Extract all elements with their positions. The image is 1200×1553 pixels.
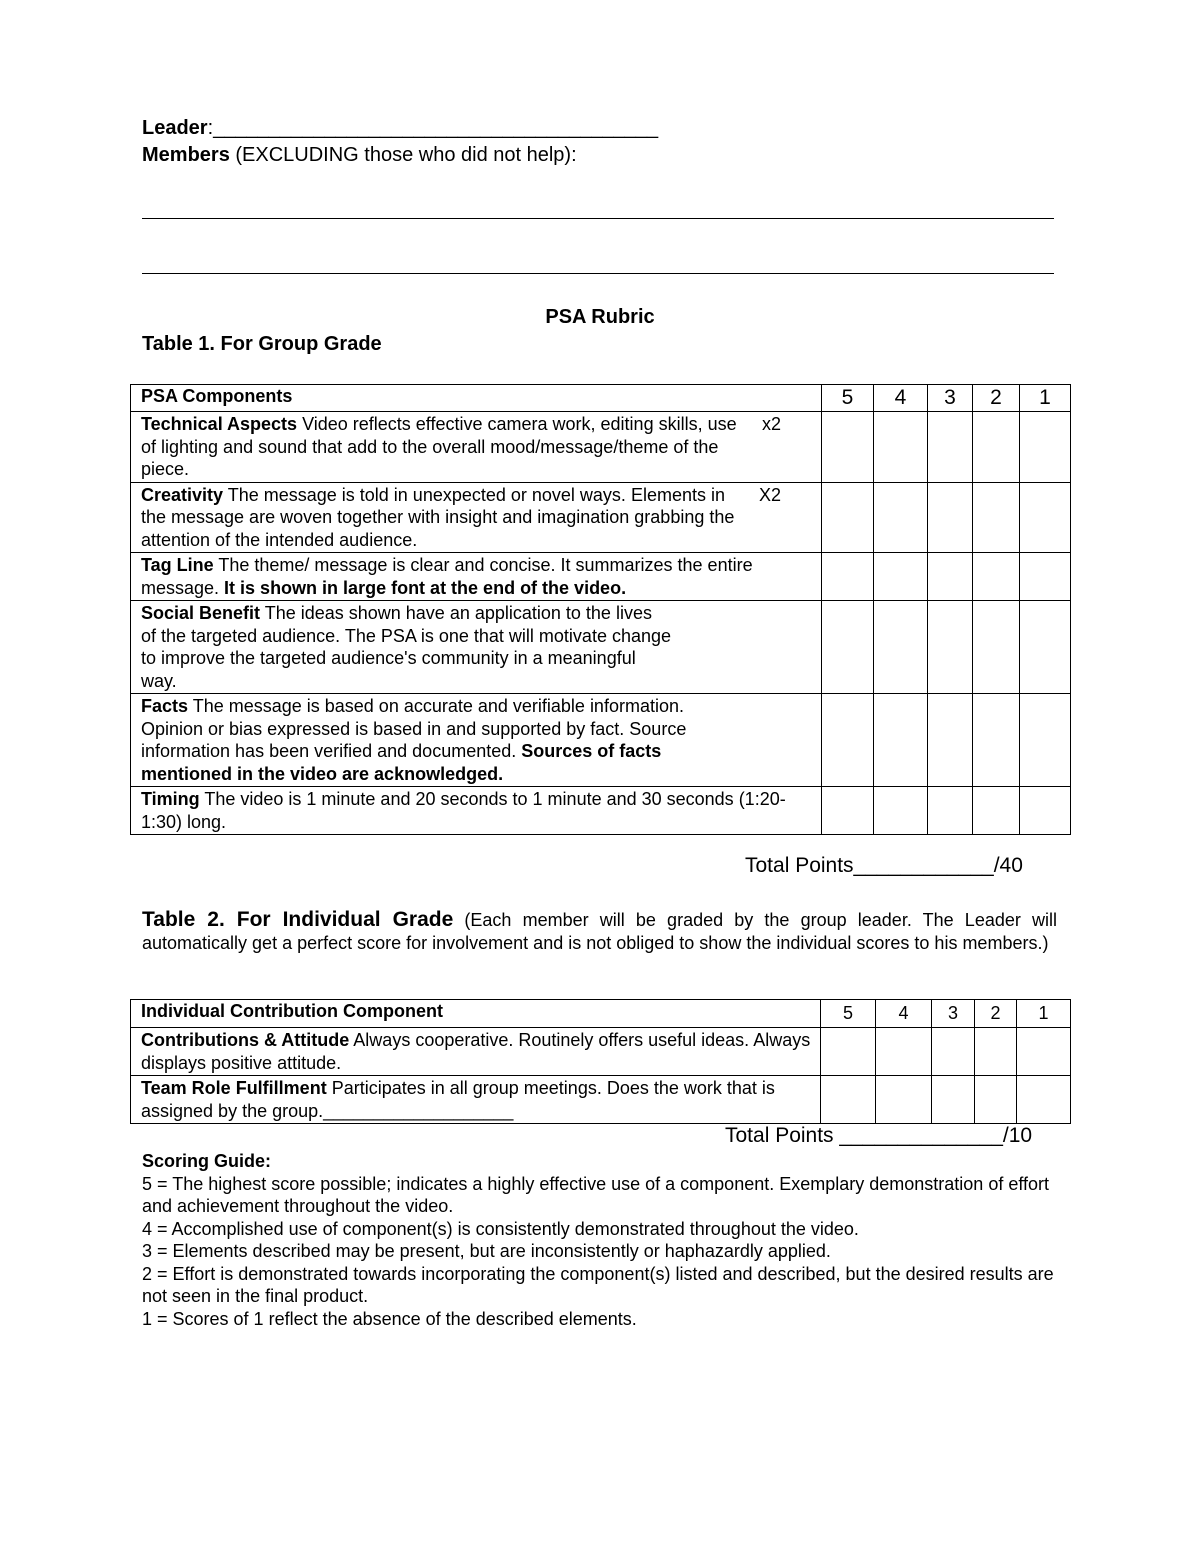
score-cell[interactable] [973, 482, 1020, 553]
components-header: PSA Components [131, 385, 822, 412]
table1-caption: Table 1. For Group Grade [142, 333, 382, 355]
score-cell[interactable] [874, 412, 928, 483]
score-cell[interactable] [874, 482, 928, 553]
members-label: Members [142, 144, 230, 166]
individual-total-points[interactable]: Total Points ______________/10 [725, 1124, 1033, 1147]
table-header-row [131, 1000, 1071, 1028]
score-cell[interactable] [1020, 482, 1071, 553]
table-row [131, 553, 1071, 601]
table-row [131, 482, 1071, 553]
score-cell[interactable] [975, 1076, 1017, 1124]
score-cell[interactable] [975, 1028, 1017, 1076]
component-text: Always cooperative. Routinely offers useful ideas. Always displays positive attitude. [141, 1030, 811, 1073]
score-cell[interactable] [1020, 412, 1071, 483]
scoring-guide-line: 2 = Effort is demonstrated towards incorporating the component(s) listed and described, but the desired results are not seen in the final product. [142, 1263, 1054, 1306]
score-cell[interactable] [1020, 694, 1071, 787]
component-name: Timing [141, 789, 200, 809]
scoring-guide-title: Scoring Guide: [142, 1151, 272, 1171]
component-name: Social Benefit [141, 603, 261, 623]
component-name: Technical Aspects [141, 414, 298, 434]
individual-rubric-table [130, 999, 1071, 1124]
score-header: 5 [822, 385, 874, 412]
table2-intro [142, 908, 1057, 955]
members-line [142, 144, 1042, 167]
score-cell[interactable] [821, 1028, 876, 1076]
score-cell[interactable] [928, 482, 973, 553]
score-cell[interactable] [1020, 787, 1071, 835]
score-cell[interactable] [928, 412, 973, 483]
component-facts [131, 694, 822, 787]
multiplier: x2 [761, 414, 781, 434]
scoring-guide [142, 1150, 1062, 1330]
score-cell[interactable] [932, 1028, 975, 1076]
component-text: Video reflects effective camera work, editing skills, use of lighting and sound that add to the overall mood/message/theme of the piece. [141, 414, 737, 479]
score-cell[interactable] [1020, 601, 1071, 694]
component-tagline [131, 553, 822, 601]
score-cell[interactable] [973, 412, 1020, 483]
table-row [131, 1076, 1071, 1124]
score-header: 3 [928, 385, 973, 412]
components-header: Individual Contribution Component [131, 1000, 821, 1028]
score-header: 2 [973, 385, 1020, 412]
score-cell[interactable] [822, 482, 874, 553]
table2-note: (Each member will be graded by the group leader. The Leader will automatically get a perfect score for involvement and is not obliged to show the individual scores to his members.) [142, 910, 1057, 953]
component-name: Creativity [141, 484, 224, 505]
component-bold-note: Sources of facts mentioned in the video are acknowledged. [141, 741, 662, 784]
table-row [131, 787, 1071, 835]
score-cell[interactable] [928, 553, 973, 601]
scoring-guide-line: 1 = Scores of 1 reflect the absence of the described elements. [142, 1308, 637, 1329]
component-name: Contributions & Attitude [141, 1030, 350, 1050]
table-row [131, 1028, 1071, 1076]
score-cell[interactable] [1020, 553, 1071, 601]
score-cell[interactable] [1017, 1028, 1071, 1076]
score-cell[interactable] [973, 694, 1020, 787]
component-text: The ideas shown have an application to the lives of the targeted audience. The PSA is one that will motivate change to improve the targeted audience's community in a meaningful way. [141, 603, 672, 691]
score-cell[interactable] [973, 553, 1020, 601]
score-cell[interactable] [932, 1076, 975, 1124]
score-cell[interactable] [822, 787, 874, 835]
score-header: 1 [1020, 385, 1071, 412]
score-cell[interactable] [821, 1076, 876, 1124]
score-cell[interactable] [973, 787, 1020, 835]
score-cell[interactable] [822, 694, 874, 787]
score-cell[interactable] [928, 787, 973, 835]
score-cell[interactable] [973, 601, 1020, 694]
leader-blank[interactable]: :________________________________________ [207, 117, 659, 139]
score-header: 4 [874, 385, 928, 412]
score-cell[interactable] [876, 1076, 932, 1124]
component-team-role [131, 1076, 821, 1124]
leader-label: Leader [142, 117, 208, 139]
score-header: 2 [975, 1000, 1017, 1028]
score-cell[interactable] [874, 787, 928, 835]
members-blank-2[interactable] [142, 273, 1054, 274]
score-cell[interactable] [822, 553, 874, 601]
component-creativity [131, 482, 822, 553]
component-text: The theme/ message is clear and concise. It summarizes the entire message. [141, 555, 753, 598]
group-total-points[interactable]: Total Points____________/40 [745, 854, 1023, 877]
component-name: Facts [141, 696, 189, 716]
score-header: 5 [821, 1000, 876, 1028]
component-bold-note: It is shown in large font at the end of the video. [224, 577, 627, 598]
scoring-guide-line: 3 = Elements described may be present, but are inconsistently or haphazardly applied. [142, 1241, 831, 1261]
score-header: 1 [1017, 1000, 1071, 1028]
score-cell[interactable] [1017, 1076, 1071, 1124]
score-cell[interactable] [822, 601, 874, 694]
component-contributions [131, 1028, 821, 1076]
multiplier: X2 [758, 484, 781, 505]
table-row [131, 694, 1071, 787]
leader-line [142, 117, 1042, 140]
page-title: PSA Rubric [545, 306, 655, 328]
component-text: Participates in all group meetings. Does the work that is assigned by the group.___________________ [141, 1078, 775, 1121]
members-blank-1[interactable] [142, 218, 1054, 219]
component-text: The message is based on accurate and verifiable information. Opinion or bias expressed is based in and supported by fact. Source information has been verified and documented. [141, 696, 687, 761]
table-row [131, 412, 1071, 483]
table-header-row [131, 385, 1071, 412]
score-cell[interactable] [928, 601, 973, 694]
score-header: 4 [876, 1000, 932, 1028]
table2-caption: Table 2. For Individual Grade [142, 908, 454, 931]
score-cell[interactable] [928, 694, 973, 787]
score-cell[interactable] [874, 694, 928, 787]
score-header: 3 [932, 1000, 975, 1028]
table-row [131, 601, 1071, 694]
members-note: (EXCLUDING those who did not help): [229, 144, 577, 166]
score-cell[interactable] [874, 601, 928, 694]
component-technical [131, 412, 822, 483]
scoring-guide-line: 4 = Accomplished use of component(s) is consistently demonstrated throughout the video. [142, 1218, 859, 1239]
component-text: The message is told in unexpected or novel ways. Elements in the message are woven together with insight and imagination grabbing the attention of the intended audience. [141, 484, 735, 550]
component-social [131, 601, 822, 694]
score-cell[interactable] [876, 1028, 932, 1076]
component-name: Team Role Fulfillment [141, 1078, 327, 1098]
scoring-guide-line: 5 = The highest score possible; indicates a highly effective use of a component. Exemplary demonstration of effort and achievement throughout the video. [142, 1173, 1050, 1216]
component-text: The video is 1 minute and 20 seconds to 1 minute and 30 seconds (1:20-1:30) long. [141, 789, 786, 832]
component-name: Tag Line [141, 555, 214, 575]
score-cell[interactable] [822, 412, 874, 483]
group-rubric-table [130, 384, 1071, 835]
score-cell[interactable] [874, 553, 928, 601]
component-timing [131, 787, 822, 835]
